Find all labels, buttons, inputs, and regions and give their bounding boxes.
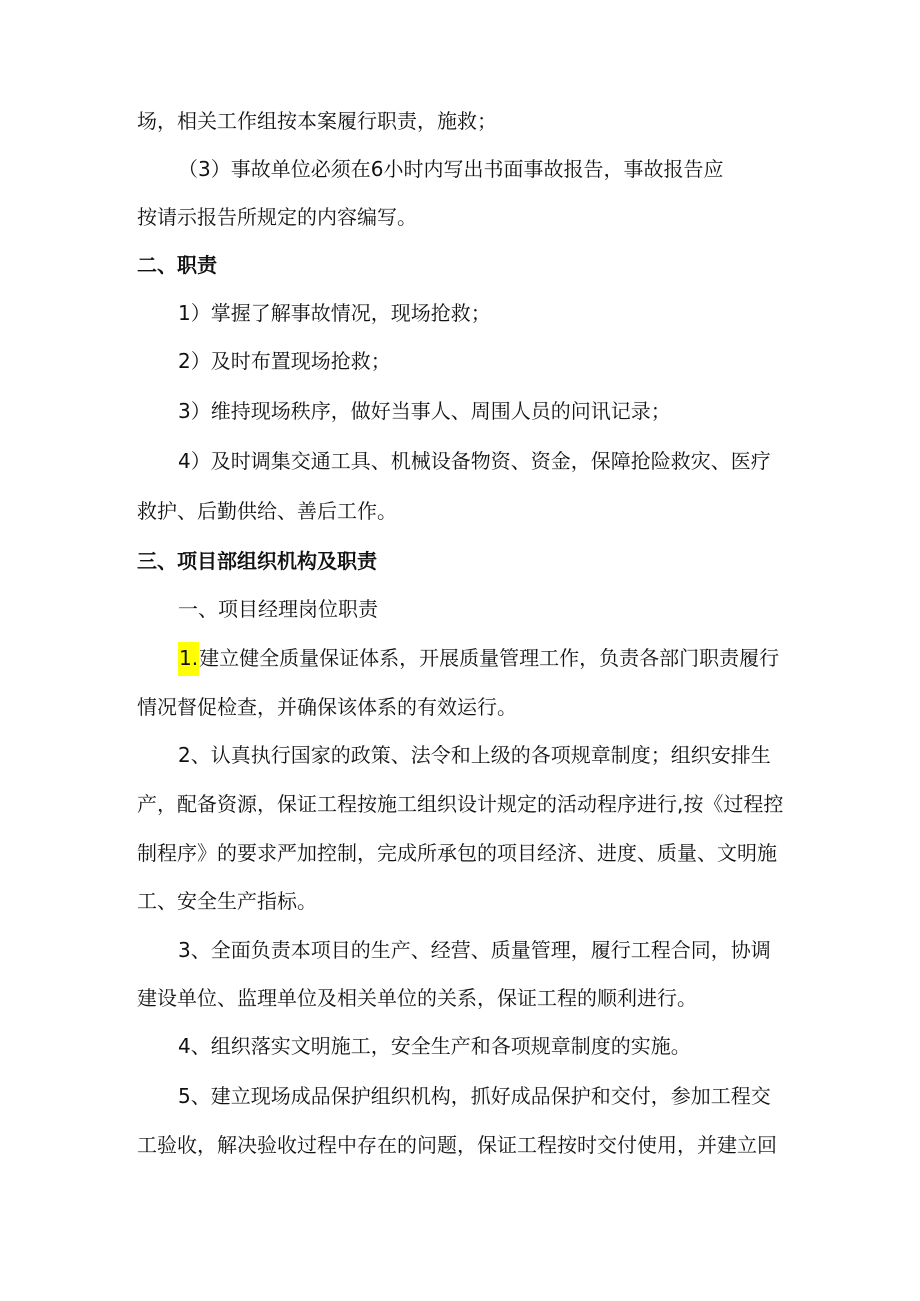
text-line: 建设单位、监理单位及相关单位的关系，保证工程的顺利进行。 [137,986,697,1010]
list-item: 4、组织落实文明施工，安全生产和各项规章制度的实施。 [178,1034,691,1058]
list-item: 3）维持现场秩序，做好当事人、周围人员的问讯记录； [178,399,671,423]
list-item: 2、认真执行国家的政策、法令和上级的各项规章制度；组织安排生 [178,743,771,767]
section-heading: 三、项目部组织机构及职责 [137,549,377,573]
text-line: 按请示报告所规定的内容编写。 [137,205,417,229]
text-line: 情况督促检查，并确保该体系的有效运行。 [137,695,517,719]
text-line: 制程序》的要求严加控制，完成所承包的项目经济、进度、质量、文明施 [137,841,777,865]
list-item: 2）及时布置现场抢救； [178,349,391,373]
list-item: 4）及时调集交通工具、机械设备物资、资金，保障抢险救灾、医疗 [178,449,771,473]
subsection-title: 一、项目经理岗位职责 [178,597,378,621]
section-heading: 二、职责 [137,253,217,277]
text-line: 工验收，解决验收过程中存在的问题，保证工程按时交付使用，并建立回 [137,1133,777,1157]
text-line: （3）事故单位必须在6小时内写出书面事故报告，事故报告应 [178,157,724,181]
text-line: 产，配备资源，保证工程按施工组织设计规定的活动程序进行,按《过程控 [137,792,784,816]
list-item: 5、建立现场成品保护组织机构，抓好成品保护和交付，参加工程交 [178,1084,771,1108]
text-line: 救护、后勤供给、善后工作。 [137,499,397,523]
text-line: 场，相关工作组按本案履行职责，施救； [137,109,497,133]
text-line: 工、安全生产指标。 [137,889,317,913]
item-text: 建立健全质量保证体系，开展质量管理工作，负责各部门职责履行 [199,646,780,670]
highlighted-number: 1. [178,642,199,676]
list-item [178,643,779,673]
list-item: 3、全面负责本项目的生产、经营、质量管理，履行工程合同，协调 [178,938,771,962]
list-item: 1）掌握了解事故情况，现场抢救； [178,301,491,325]
